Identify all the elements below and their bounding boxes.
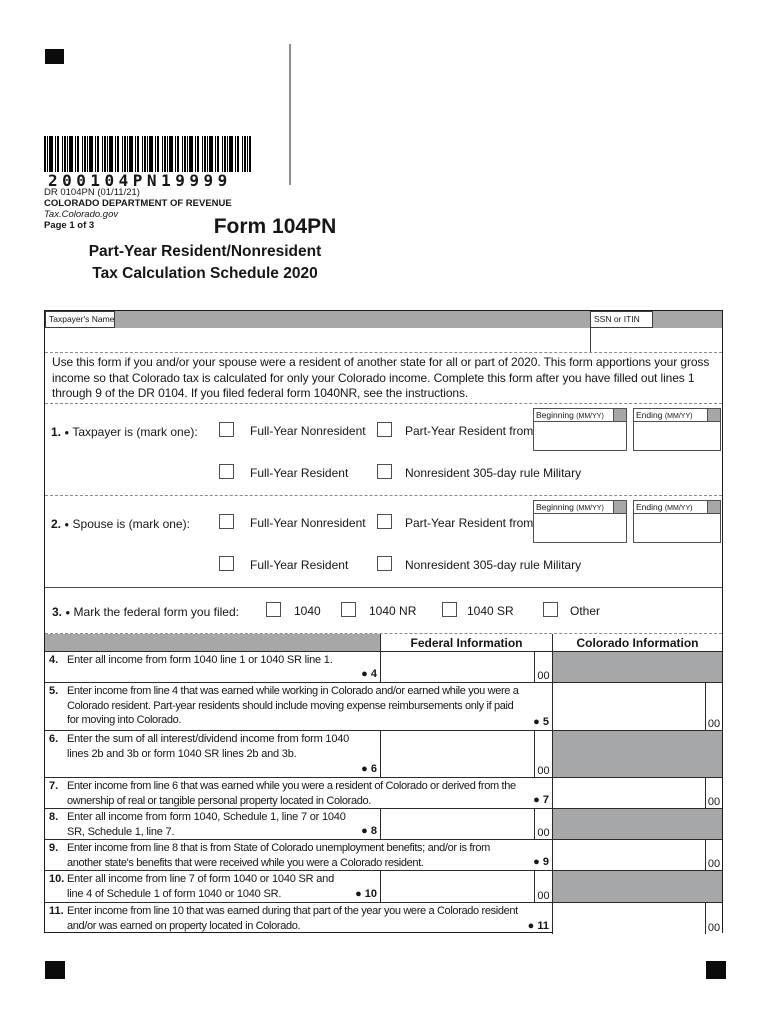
line-6-ref: ● 6 (361, 762, 377, 775)
spouse-beginning-header (533, 500, 627, 514)
line-8-ref: ● 8 (361, 824, 377, 837)
masthead-divider-line (289, 44, 291, 185)
federal-form-text: Mark the federal form you filed: (73, 605, 239, 619)
checkbox-other[interactable] (543, 602, 558, 617)
label-taxpayer-full-year-nonresident: Full-Year Nonresident (250, 424, 366, 438)
line-5-text: Enter income from line 4 that was earned while working in Colorado and/or earned while you were a Colorado resident. Part-year residents should include moving expense reimbursements only if paid for moving into Colorado. (67, 685, 519, 726)
line-5-ref: ● 5 (533, 715, 549, 728)
checkbox-taxpayer-full-year-resident[interactable] (219, 464, 234, 479)
checkbox-1040-nr[interactable] (341, 602, 356, 617)
spouse-ending-header (633, 500, 721, 514)
line-4-federal-amount-input[interactable] (381, 652, 553, 682)
federal-form-label (52, 605, 239, 619)
line-7-number: 7. (49, 780, 59, 792)
line-7-text: Enter income from line 6 that was earned while you were a resident of Colorado or derived from the ownership of real or tangible personal property located in Colorado. (67, 780, 516, 807)
table-row-line-8 (45, 809, 722, 840)
taxpayer-name-input[interactable] (45, 328, 590, 352)
form-title: Form 104PN (213, 215, 337, 238)
registration-mark-bottom-left (45, 961, 65, 979)
date-corner-mark (707, 409, 720, 421)
identity-entry-row (45, 328, 722, 353)
section-federal-form-filed (45, 588, 722, 634)
line-10-text: Enter all income from line 7 of form 1040 or 1040 SR and line 4 of Schedule 1 of form 1040 or 1040 SR. (67, 873, 335, 900)
line-5-description (45, 683, 553, 730)
line-10-ref: ● 10 (355, 887, 377, 900)
label-1040: 1040 (294, 604, 321, 618)
date-corner-mark (707, 501, 720, 513)
federal-information-header: Federal Information (381, 634, 553, 651)
label-spouse-full-year-resident: Full-Year Resident (250, 558, 349, 572)
header-spacer (45, 634, 381, 651)
date-corner-mark (613, 501, 626, 513)
beginning-label: Beginning (536, 502, 574, 512)
line-number: 1. (51, 425, 62, 439)
line-9-text: Enter income from line 8 that is from State of Colorado unemployment benefits; and/or is from another state's benefits that were received while you were a Colorado resident. (67, 842, 490, 869)
ending-label: Ending (636, 410, 663, 420)
line-11-number: 11. (49, 905, 64, 917)
label-taxpayer-part-year-resident: Part-Year Resident from (405, 424, 534, 438)
line-10-colorado-shaded-cell (553, 871, 722, 902)
line-8-number: 8. (49, 811, 59, 823)
line-5-cents: 00 (705, 683, 722, 730)
line-11-colorado-amount-input[interactable] (553, 903, 722, 934)
bullet-icon: ● (64, 428, 70, 437)
line-10-federal-amount-input[interactable] (381, 871, 553, 902)
section-spouse-residency (45, 496, 722, 588)
checkbox-1040-sr[interactable] (442, 602, 457, 617)
checkbox-taxpayer-full-year-nonresident[interactable] (219, 422, 234, 437)
line-8-description (45, 809, 381, 839)
taxpayer-beginning-datebox (533, 408, 627, 451)
table-row-line-10 (45, 871, 722, 903)
table-row-line-9 (45, 840, 722, 871)
beginning-format: (MM/YY) (576, 505, 604, 512)
table-row-line-5 (45, 683, 722, 731)
spouse-ending-input[interactable] (633, 513, 721, 543)
department-name: COLORADO DEPARTMENT OF REVENUE (44, 198, 232, 209)
section-taxpayer-residency (45, 404, 722, 496)
line-9-cents: 00 (705, 840, 722, 870)
line-5-colorado-amount-input[interactable] (553, 683, 722, 730)
line-11-ref: ● 11 (527, 919, 549, 932)
line-11-text: Enter income from line 10 that was earned during that part of the year you were a Colorado resident and/or was earned on property located in Colorado. (67, 905, 518, 932)
label-spouse-part-year-resident: Part-Year Resident from (405, 516, 534, 530)
form-instructions: Use this form if you and/or your spouse were a resident of another state for all or part of 2020. This form apportions your gross income so that Colorado tax is calculated for only your Colorado income. Complete this form after you have filled out lines 1 through 9 of the DR 0104. If you filed federal form 1040NR, see the instructions. (45, 353, 722, 404)
form-subtitle-line2: Tax Calculation Schedule 2020 (92, 265, 318, 282)
beginning-format: (MM/YY) (576, 413, 604, 420)
table-row-line-6 (45, 731, 722, 778)
line-9-ref: ● 9 (533, 855, 549, 868)
taxpayer-residency-label (51, 425, 198, 439)
line-10-description (45, 871, 381, 902)
barcode (44, 136, 251, 172)
label-1040-nr: 1040 NR (369, 604, 417, 618)
label-other: Other (570, 604, 601, 618)
form-body (44, 310, 723, 933)
label-taxpayer-nonresident-military: Nonresident 305-day rule Military (405, 466, 582, 480)
taxpayer-beginning-header (533, 408, 627, 422)
table-row-line-4 (45, 652, 722, 683)
table-row-line-7 (45, 778, 722, 809)
registration-mark-bottom-right (706, 961, 726, 979)
line-4-text: Enter all income from form 1040 line 1 or 1040 SR line 1. (67, 654, 333, 666)
line-4-ref: ● 4 (361, 667, 377, 680)
checkbox-spouse-full-year-resident[interactable] (219, 556, 234, 571)
line-6-number: 6. (49, 733, 59, 745)
taxpayer-beginning-input[interactable] (533, 421, 627, 451)
table-row-line-11 (45, 903, 722, 934)
line-7-ref: ● 7 (533, 793, 549, 806)
line-4-description (45, 652, 381, 682)
label-spouse-full-year-nonresident: Full-Year Nonresident (250, 516, 366, 530)
taxpayer-ending-header (633, 408, 721, 422)
label-taxpayer-full-year-resident: Full-Year Resident (250, 466, 349, 480)
checkbox-spouse-part-year-resident[interactable] (377, 514, 392, 529)
taxpayer-ending-input[interactable] (633, 421, 721, 451)
line-6-cents: 00 (534, 731, 552, 777)
ssn-itin-input[interactable] (591, 328, 722, 352)
registration-mark-top-left (45, 49, 64, 64)
date-corner-mark (613, 409, 626, 421)
line-7-description (45, 778, 553, 808)
line-9-number: 9. (49, 842, 59, 854)
bullet-icon: ● (64, 520, 70, 529)
line-11-cents: 00 (705, 903, 722, 934)
department-website: Tax.Colorado.gov (44, 209, 119, 220)
line-6-federal-amount-input[interactable] (381, 731, 553, 777)
form-subtitle-line1: Part-Year Resident/Nonresident (88, 243, 322, 260)
bullet-icon: ● (65, 608, 71, 617)
taxpayer-ending-datebox (633, 408, 721, 451)
checkbox-taxpayer-nonresident-military[interactable] (377, 464, 392, 479)
spouse-beginning-input[interactable] (533, 513, 627, 543)
spouse-residency-label (51, 517, 190, 531)
checkbox-taxpayer-part-year-resident[interactable] (377, 422, 392, 437)
line-number: 3. (52, 605, 63, 619)
ssn-itin-label: SSN or ITIN (590, 311, 653, 328)
colorado-information-header: Colorado Information (576, 635, 699, 650)
barcode-number: 200104PN19999 (48, 171, 232, 190)
line-4-colorado-shaded-cell (553, 652, 722, 682)
income-table (45, 634, 722, 934)
line-4-cents: 00 (534, 652, 552, 682)
ending-format: (MM/YY) (664, 413, 693, 420)
line-8-text: Enter all income from form 1040, Schedule 1, line 7 or 1040 SR, Schedule 1, line 7. (67, 811, 346, 838)
spouse-residency-text: Spouse is (mark one): (72, 517, 190, 531)
line-11-description (45, 903, 553, 934)
taxpayer-residency-text: Taxpayer is (mark one): (72, 425, 198, 439)
line-6-colorado-shaded-cell (553, 731, 722, 777)
label-spouse-nonresident-military: Nonresident 305-day rule Military (405, 558, 582, 572)
line-8-colorado-shaded-cell (553, 809, 722, 839)
line-8-cents: 00 (534, 809, 552, 839)
line-10-number: 10. (49, 873, 65, 885)
income-table-header (45, 634, 722, 652)
line-10-cents: 00 (534, 871, 552, 902)
page-number-label: Page 1 of 3 (44, 220, 95, 231)
identity-header-band (45, 311, 722, 328)
taxpayer-name-label: Taxpayer's Name (45, 311, 115, 328)
label-1040-sr: 1040 SR (467, 604, 514, 618)
line-9-description (45, 840, 553, 870)
line-7-cents: 00 (705, 778, 722, 808)
line-7-colorado-amount-input[interactable] (553, 778, 722, 808)
line-5-number: 5. (49, 685, 59, 697)
beginning-label: Beginning (536, 410, 574, 420)
form-revision-code: DR 0104PN (01/11/21) (44, 187, 140, 198)
ending-format: (MM/YY) (664, 505, 693, 512)
checkbox-1040[interactable] (266, 602, 281, 617)
checkbox-spouse-full-year-nonresident[interactable] (219, 514, 234, 529)
line-6-text: Enter the sum of all interest/dividend income from form 1040 lines 2b and 3b or form 1040 SR lines 2b and 3b. (67, 733, 350, 760)
checkbox-spouse-nonresident-military[interactable] (377, 556, 392, 571)
line-number: 2. (51, 517, 62, 531)
line-6-description (45, 731, 381, 777)
line-4-number: 4. (49, 654, 59, 666)
line-9-colorado-amount-input[interactable] (553, 840, 722, 870)
spouse-ending-datebox (633, 500, 721, 543)
line-8-federal-amount-input[interactable] (381, 809, 553, 839)
spouse-beginning-datebox (533, 500, 627, 543)
ending-label: Ending (636, 502, 663, 512)
